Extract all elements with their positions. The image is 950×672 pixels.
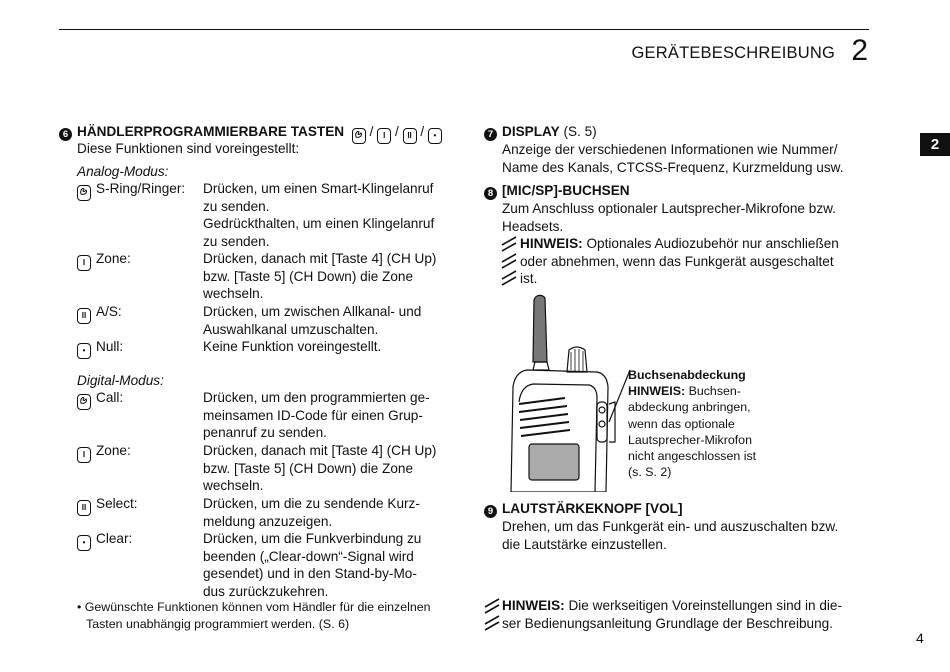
p1-key-icon: I (377, 128, 391, 144)
radio-illustration (505, 292, 630, 492)
section-title: HÄNDLERPROGRAMMIERBARE TASTEN (77, 124, 345, 139)
description-line: Drücken, um die Funkverbindung zu (203, 531, 422, 546)
hinweis-text: oder abnehmen, wenn das Funkgerät ausgeschaltet (520, 253, 834, 269)
description-line: Drücken, danach mit [Taste 4] (CH Up) (203, 443, 437, 458)
chapter-tab: 2 (920, 133, 950, 156)
call-key-icon (77, 394, 91, 410)
section-7-text (502, 141, 869, 176)
section-number-badge: 9 (484, 505, 497, 518)
description-line: Auswahlkanal umzuschalten. (203, 321, 379, 337)
text-line: die Lautstärke einzustellen. (502, 536, 667, 552)
callout-title: Buchsenabdeckung (628, 368, 746, 382)
key-separator: / (420, 124, 425, 139)
function-label: Null: (96, 339, 124, 354)
section-title: LAUTSTÄRKEKNOPF [VOL] (502, 501, 683, 516)
description-line: dus zurückzukehren. (203, 583, 329, 599)
note-line: • Gewünschte Funktionen können vom Händler für die einzelnen (77, 600, 431, 614)
function-label: Zone: (96, 251, 131, 266)
description-line: Drücken, um den programmierten ge- (203, 390, 430, 405)
key-separator: / (369, 124, 374, 139)
text-line: Headsets. (502, 218, 564, 234)
callout-text: Buchsen- (685, 384, 741, 399)
p1-key-icon: I (77, 447, 91, 463)
hinweis-hatch-icon (501, 236, 517, 288)
function-label: Zone: (96, 443, 131, 458)
hinweis-text: ser Bedienungsanleitung Grundlage der Beschreibung. (502, 615, 834, 631)
hinweis-label: HINWEIS: (520, 236, 583, 251)
chapter-title: GERÄTEBESCHREIBUNG (631, 44, 835, 62)
section-9-heading (484, 500, 682, 518)
section-number-badge: 8 (484, 187, 497, 200)
p2-key-icon: II (77, 500, 91, 516)
function-label: S-Ring/Ringer: (96, 181, 186, 196)
description-line: penanruf zu senden. (203, 425, 327, 440)
text-line: Zum Anschluss optionaler Lautsprecher-Mikrofone bzw. (502, 201, 836, 216)
call-key-icon (77, 185, 91, 201)
chapter-number: 2 (851, 34, 868, 67)
description-line: Keine Funktion voreingestellt. (203, 339, 382, 354)
section-9-text (502, 518, 869, 553)
callout-text: nicht angeschlossen ist (628, 449, 757, 464)
callout-text: abdeckung anbringen, (628, 400, 751, 415)
description-line: Drücken, um zwischen Allkanal- und (203, 304, 422, 319)
key-separator: / (395, 124, 399, 139)
section-6-intro: Diese Funktionen sind voreingestellt: (77, 141, 300, 156)
section-title: DISPLAY (502, 124, 560, 139)
description-line: Gedrückthalten, um einen Klingelanruf (203, 216, 435, 231)
description-line: Drücken, um einen Smart-Klingelanruf (203, 181, 434, 196)
text-line: Anzeige der verschiedenen Informationen wie Nummer/ (502, 142, 838, 157)
section-number-badge: 6 (59, 128, 72, 141)
callout-text: wenn das optionale (628, 416, 735, 431)
function-label: A/S: (96, 304, 122, 319)
description-line: Drücken, danach mit [Taste 4] (CH Up) (203, 251, 437, 266)
text-line: Drehen, um das Funkgerät ein- und auszuschalten bzw. (502, 519, 839, 534)
p3-key-icon: • (428, 128, 442, 144)
hinweis-text: ist. (520, 271, 538, 286)
description-line: wechseln. (203, 286, 264, 301)
description-line: meldung anzuzeigen. (203, 513, 333, 529)
description-line: wechseln. (203, 478, 264, 493)
function-label: Select: (96, 496, 138, 511)
p2-key-icon: II (77, 308, 91, 324)
description-line: Drücken, um die zu sendende Kurz- (203, 496, 420, 511)
description-line: zu senden. (203, 233, 270, 249)
jack-cover-callout (628, 367, 778, 480)
hinweis-text: Die werkseitigen Voreinstellungen sind in die- (564, 598, 843, 613)
text-line: Name des Kanals, CTCSS-Frequenz, Kurzmeldung usw. (502, 159, 844, 175)
dealer-note (77, 599, 447, 633)
description-line: zu senden. (203, 198, 270, 214)
description-line: meinsamen ID-Code für einen Grup- (203, 407, 423, 423)
bottom-hinweis (502, 597, 869, 632)
p2-key-icon: II (403, 128, 417, 144)
header-rule (59, 29, 869, 30)
analog-mode-title: Analog-Modus: (77, 164, 169, 179)
section-8-text (502, 200, 869, 235)
function-label: Call: (96, 390, 124, 405)
function-label: Clear: (96, 531, 133, 546)
description-line: gesendet) und in den Stand-by-Mo- (203, 566, 417, 581)
section-number-badge: 7 (484, 128, 497, 141)
page-reference: (S. 5) (559, 124, 597, 139)
digital-mode-title: Digital-Modus: (77, 373, 164, 388)
hinweis-label: HINWEIS: (502, 598, 565, 613)
callout-text: Lautsprecher-Mikrofon (628, 432, 752, 447)
call-key-icon (352, 128, 366, 144)
note-line: Tasten unabhängig programmiert werden. (S. 6) (86, 617, 350, 631)
description-line: beenden („Clear-down“-Signal wird (203, 548, 414, 564)
p1-key-icon: I (77, 255, 91, 271)
p3-key-icon: • (77, 343, 91, 359)
description-line: bzw. [Taste 5] (CH Down) die Zone (203, 460, 414, 476)
section-8-heading (484, 182, 630, 200)
hinweis-text: Optionales Audiozubehör nur anschließen (582, 236, 839, 251)
page-number: 4 (916, 630, 924, 646)
section-7-heading (484, 123, 597, 141)
description-line: bzw. [Taste 5] (CH Down) die Zone (203, 268, 414, 284)
hinweis-hatch-icon (484, 598, 500, 632)
section-8-hinweis (520, 235, 869, 288)
callout-text: (s. S. 2) (628, 465, 672, 480)
section-title: [MIC/SP]-BUCHSEN (502, 183, 630, 198)
p3-key-icon: • (77, 535, 91, 551)
callout-hinweis-label: HINWEIS: (628, 384, 686, 399)
